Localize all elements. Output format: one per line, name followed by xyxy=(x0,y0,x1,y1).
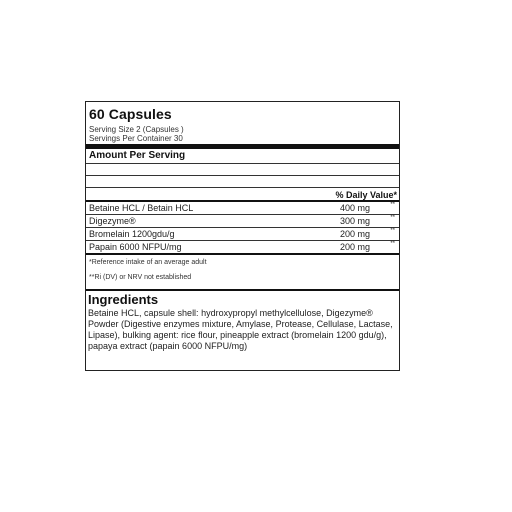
amount-per-serving-heading: Amount Per Serving xyxy=(89,150,186,161)
medium-divider xyxy=(86,289,399,291)
serving-size-text: Serving Size 2 (Capsules ) xyxy=(89,125,184,134)
container-count-title: 60 Capsules xyxy=(89,106,172,122)
reference-intake-footnote: *Reference intake of an average adult xyxy=(89,259,207,266)
nutrient-name: Papain 6000 NFPU/mg xyxy=(89,242,182,252)
supplement-facts-panel xyxy=(85,101,400,371)
ingredients-heading: Ingredients xyxy=(88,292,159,307)
nutrient-amount: 300 mg xyxy=(339,216,370,226)
nutrient-name: Digezyme® xyxy=(89,216,136,226)
nutrient-daily-value: ** xyxy=(390,215,395,221)
nutrient-amount: 200 mg xyxy=(339,242,370,252)
divider xyxy=(86,163,399,164)
nutrient-daily-value: ** xyxy=(390,228,395,234)
ri-not-established-footnote: **Ri (DV) or NRV not established xyxy=(89,274,192,281)
nutrient-amount: 400 mg xyxy=(339,203,370,213)
nutrient-amount: 200 mg xyxy=(339,229,370,239)
ingredients-text: Betaine HCL, capsule shell: hydroxypropyl methylcellulose, Digezyme® Powder (Digestive enzymes mixture, Amylase, Protease, Cellulase, Lactase, Lipase), bulking agent: rice flour, pineapple extract (bromelain 1200 gdu/g), papaya extract (papain 6000 NFPU/mg) xyxy=(88,308,393,351)
servings-per-container-text: Servings Per Container 30 xyxy=(89,134,183,143)
nutrient-name: Bromelain 1200gdu/g xyxy=(89,229,175,239)
nutrient-row xyxy=(86,241,399,253)
thick-divider xyxy=(86,144,399,149)
nutrient-row xyxy=(86,202,399,214)
medium-divider xyxy=(86,253,399,255)
nutrient-row xyxy=(86,228,399,240)
nutrient-row xyxy=(86,215,399,227)
daily-value-header: % Daily Value* xyxy=(335,190,397,200)
divider xyxy=(86,187,399,188)
nutrient-daily-value: ** xyxy=(390,241,395,247)
nutrient-name: Betaine HCL / Betain HCL xyxy=(89,203,194,213)
nutrient-daily-value: ** xyxy=(390,202,395,208)
divider xyxy=(86,175,399,176)
